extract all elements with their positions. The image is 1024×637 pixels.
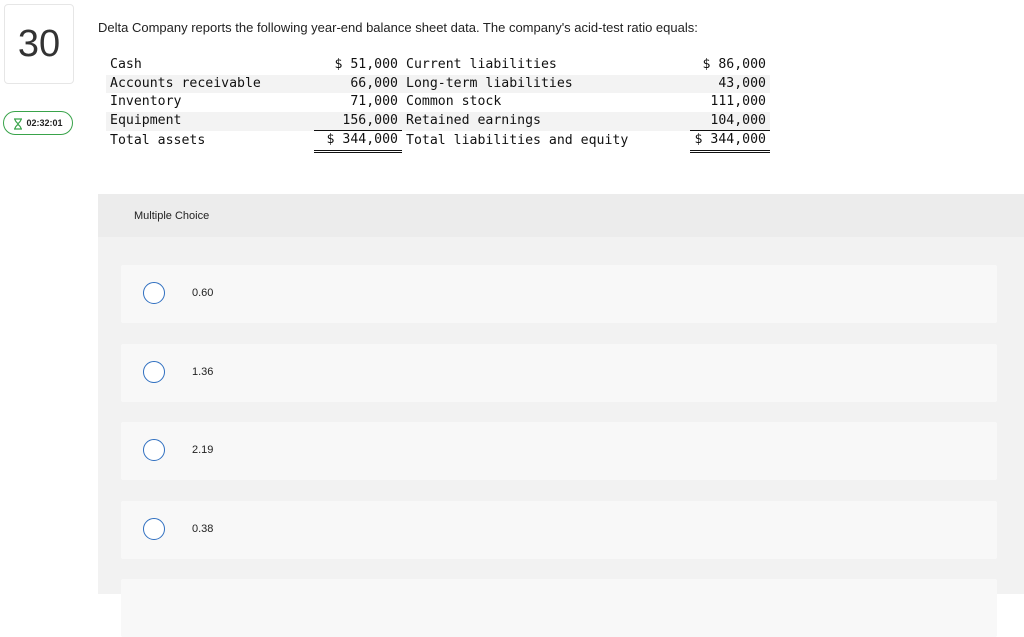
answer-option-label: 0.60 (192, 287, 214, 299)
balance-sheet-table (106, 56, 770, 153)
liability-amount: 43,000 (690, 75, 770, 94)
asset-amount: $ 51,000 (334, 57, 398, 72)
radio-button[interactable] (143, 518, 165, 540)
question-prompt: Delta Company reports the following year-end balance sheet data. The company's acid-test ratio equals: (98, 20, 698, 35)
answer-option-partial[interactable] (121, 579, 997, 637)
table-row (106, 112, 770, 131)
answer-option[interactable] (121, 501, 997, 559)
liability-total: $ 344,000 (690, 131, 770, 152)
liability-amount: 104,000 (690, 112, 770, 131)
table-row (106, 75, 770, 94)
answer-option-label: 1.36 (192, 366, 214, 378)
liability-label: Common stock (406, 94, 502, 109)
multiple-choice-title: Multiple Choice (134, 210, 210, 222)
asset-label: Cash (110, 57, 142, 72)
asset-label: Total assets (110, 132, 206, 148)
answer-option[interactable] (121, 344, 997, 402)
answer-option[interactable] (121, 422, 997, 480)
liability-label: Retained earnings (402, 112, 690, 131)
answer-option[interactable] (121, 265, 997, 323)
liability-amount: $ 86,000 (702, 57, 766, 72)
asset-amount: 156,000 (314, 112, 402, 131)
hourglass-icon (13, 117, 23, 129)
timer-badge[interactable] (3, 111, 73, 135)
answer-option-label: 0.38 (192, 523, 214, 535)
liability-label: Long-term liabilities (402, 75, 690, 94)
multiple-choice-panel (98, 194, 1024, 594)
asset-amount: 66,000 (314, 75, 402, 94)
liability-amount: 111,000 (710, 94, 766, 109)
multiple-choice-header (98, 194, 1024, 237)
radio-button[interactable] (143, 361, 165, 383)
asset-total: $ 344,000 (314, 131, 402, 152)
liability-label: Current liabilities (406, 57, 557, 72)
answer-option-label: 2.19 (192, 444, 214, 456)
table-row (106, 56, 770, 75)
timer-value: 02:32:01 (26, 118, 63, 128)
asset-label: Accounts receivable (106, 75, 314, 94)
table-row (106, 131, 770, 152)
asset-label: Inventory (110, 94, 182, 109)
radio-button[interactable] (143, 282, 165, 304)
asset-amount: 71,000 (350, 94, 398, 109)
table-row (106, 93, 770, 112)
radio-button[interactable] (143, 439, 165, 461)
asset-label: Equipment (106, 112, 314, 131)
question-number: 30 (17, 22, 61, 65)
question-number-box (4, 4, 74, 84)
liability-label: Total liabilities and equity (406, 132, 629, 148)
